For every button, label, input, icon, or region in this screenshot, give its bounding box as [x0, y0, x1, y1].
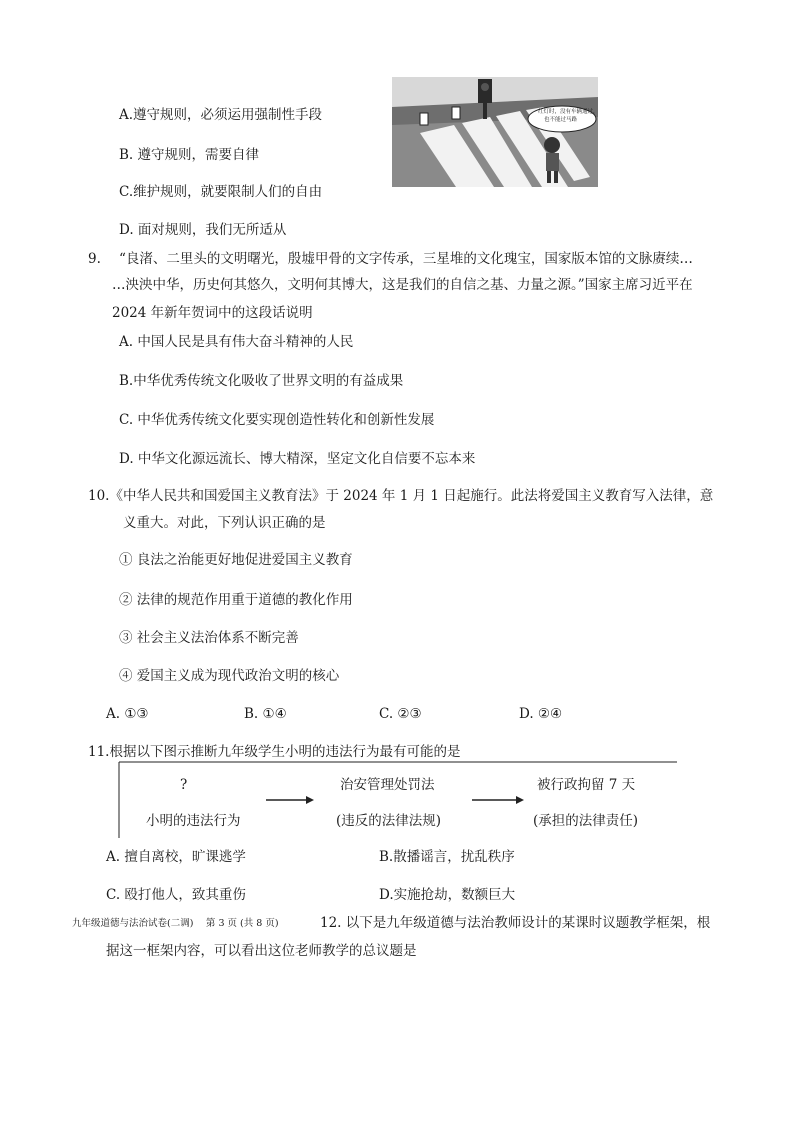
q11-option-d: D.实施抢劫，数额巨大	[379, 887, 516, 903]
speech-bubble-line1: 红灯时，没有车辆通过，	[538, 109, 599, 115]
q8-option-d: D. 面对规则，我们无所适从	[119, 222, 287, 238]
q8-option-a: A.遵守规则，必须运用强制性手段	[119, 107, 323, 123]
q10-statement-4: ④ 爱国主义成为现代政治文明的核心	[119, 668, 340, 684]
q10-option-a: A. ①③	[106, 706, 149, 722]
q10-option-b: B. ①④	[244, 706, 287, 722]
q10-stem-line1: 10.《中华人民共和国爱国主义教育法》于 2024 年 1 月 1 日起施行。此法将爱国主义教育写入法律，意	[88, 488, 714, 504]
q9-option-a: A. 中国人民是具有伟大奋斗精神的人民	[119, 334, 354, 350]
flow-box2-bottom: (违反的法律法规)	[336, 813, 442, 829]
q9-option-b: B.中华优秀传统文化吸收了世界文明的有益成果	[119, 373, 404, 389]
flow-box2-top: 治安管理处罚法	[340, 777, 435, 793]
q11-option-a: A. 擅自离校，旷课逃学	[106, 849, 246, 865]
q10-option-c: C. ②③	[379, 706, 422, 722]
q11-flow-diagram	[118, 760, 678, 840]
flow-box3-bottom: (承担的法律责任)	[533, 813, 639, 829]
q10-statement-3: ③ 社会主义法治体系不断完善	[119, 630, 299, 646]
q8-option-c: C.维护规则，就要限制人们的自由	[119, 184, 323, 200]
q12-stem-line1: 12. 以下是九年级道德与法治教师设计的某课时议题教学框架，根	[320, 915, 711, 931]
q10-statement-2: ② 法律的规范作用重于道德的教化作用	[119, 592, 353, 608]
q9-stem-line3: 2024 年新年贺词中的这段话说明	[112, 305, 313, 321]
q10-stem-line2: 义重大。对此，下列认识正确的是	[123, 515, 326, 531]
q12-stem-line2: 据这一框架内容，可以看出这位老师教学的总议题是	[106, 943, 417, 959]
flow-box3-top: 被行政拘留 7 天	[537, 777, 636, 793]
speech-bubble-line2: 也不能过马路	[544, 117, 578, 123]
flow-box1-bottom: 小明的违法行为	[146, 813, 241, 829]
q9-stem-line1: “良渚、二里头的文明曙光，殷墟甲骨的文字传承，三星堆的文化瑰宝，国家版本馆的文脉赓续…	[119, 251, 693, 267]
page-footer: 九年级道德与法治试卷(二调) 第 3 页 (共 8 页)	[72, 918, 279, 929]
q9-option-d: D. 中华文化源远流长、博大精深，坚定文化自信要不忘本来	[119, 451, 476, 467]
q8-option-b: B. 遵守规则，需要自律	[119, 147, 260, 163]
q9-number: 9.	[88, 251, 101, 267]
q10-option-d: D. ②④	[519, 706, 563, 722]
q11-stem: 11.根据以下图示推断九年级学生小明的违法行为最有可能的是	[88, 744, 461, 760]
q9-option-c: C. 中华优秀传统文化要实现创造性转化和创新性发展	[119, 412, 435, 428]
q11-option-b: B.散播谣言，扰乱秩序	[379, 849, 515, 865]
q10-statement-1: ① 良法之治能更好地促进爱国主义教育	[119, 552, 353, 568]
q11-option-c: C. 殴打他人，致其重伤	[106, 887, 246, 903]
flow-box1-top: ?	[180, 777, 188, 793]
crosswalk-cartoon-image	[392, 77, 598, 187]
q9-stem-line2: …泱泱中华，历史何其悠久，文明何其博大，这是我们的自信之基、力量之源。”国家主席习近平在	[112, 277, 693, 293]
